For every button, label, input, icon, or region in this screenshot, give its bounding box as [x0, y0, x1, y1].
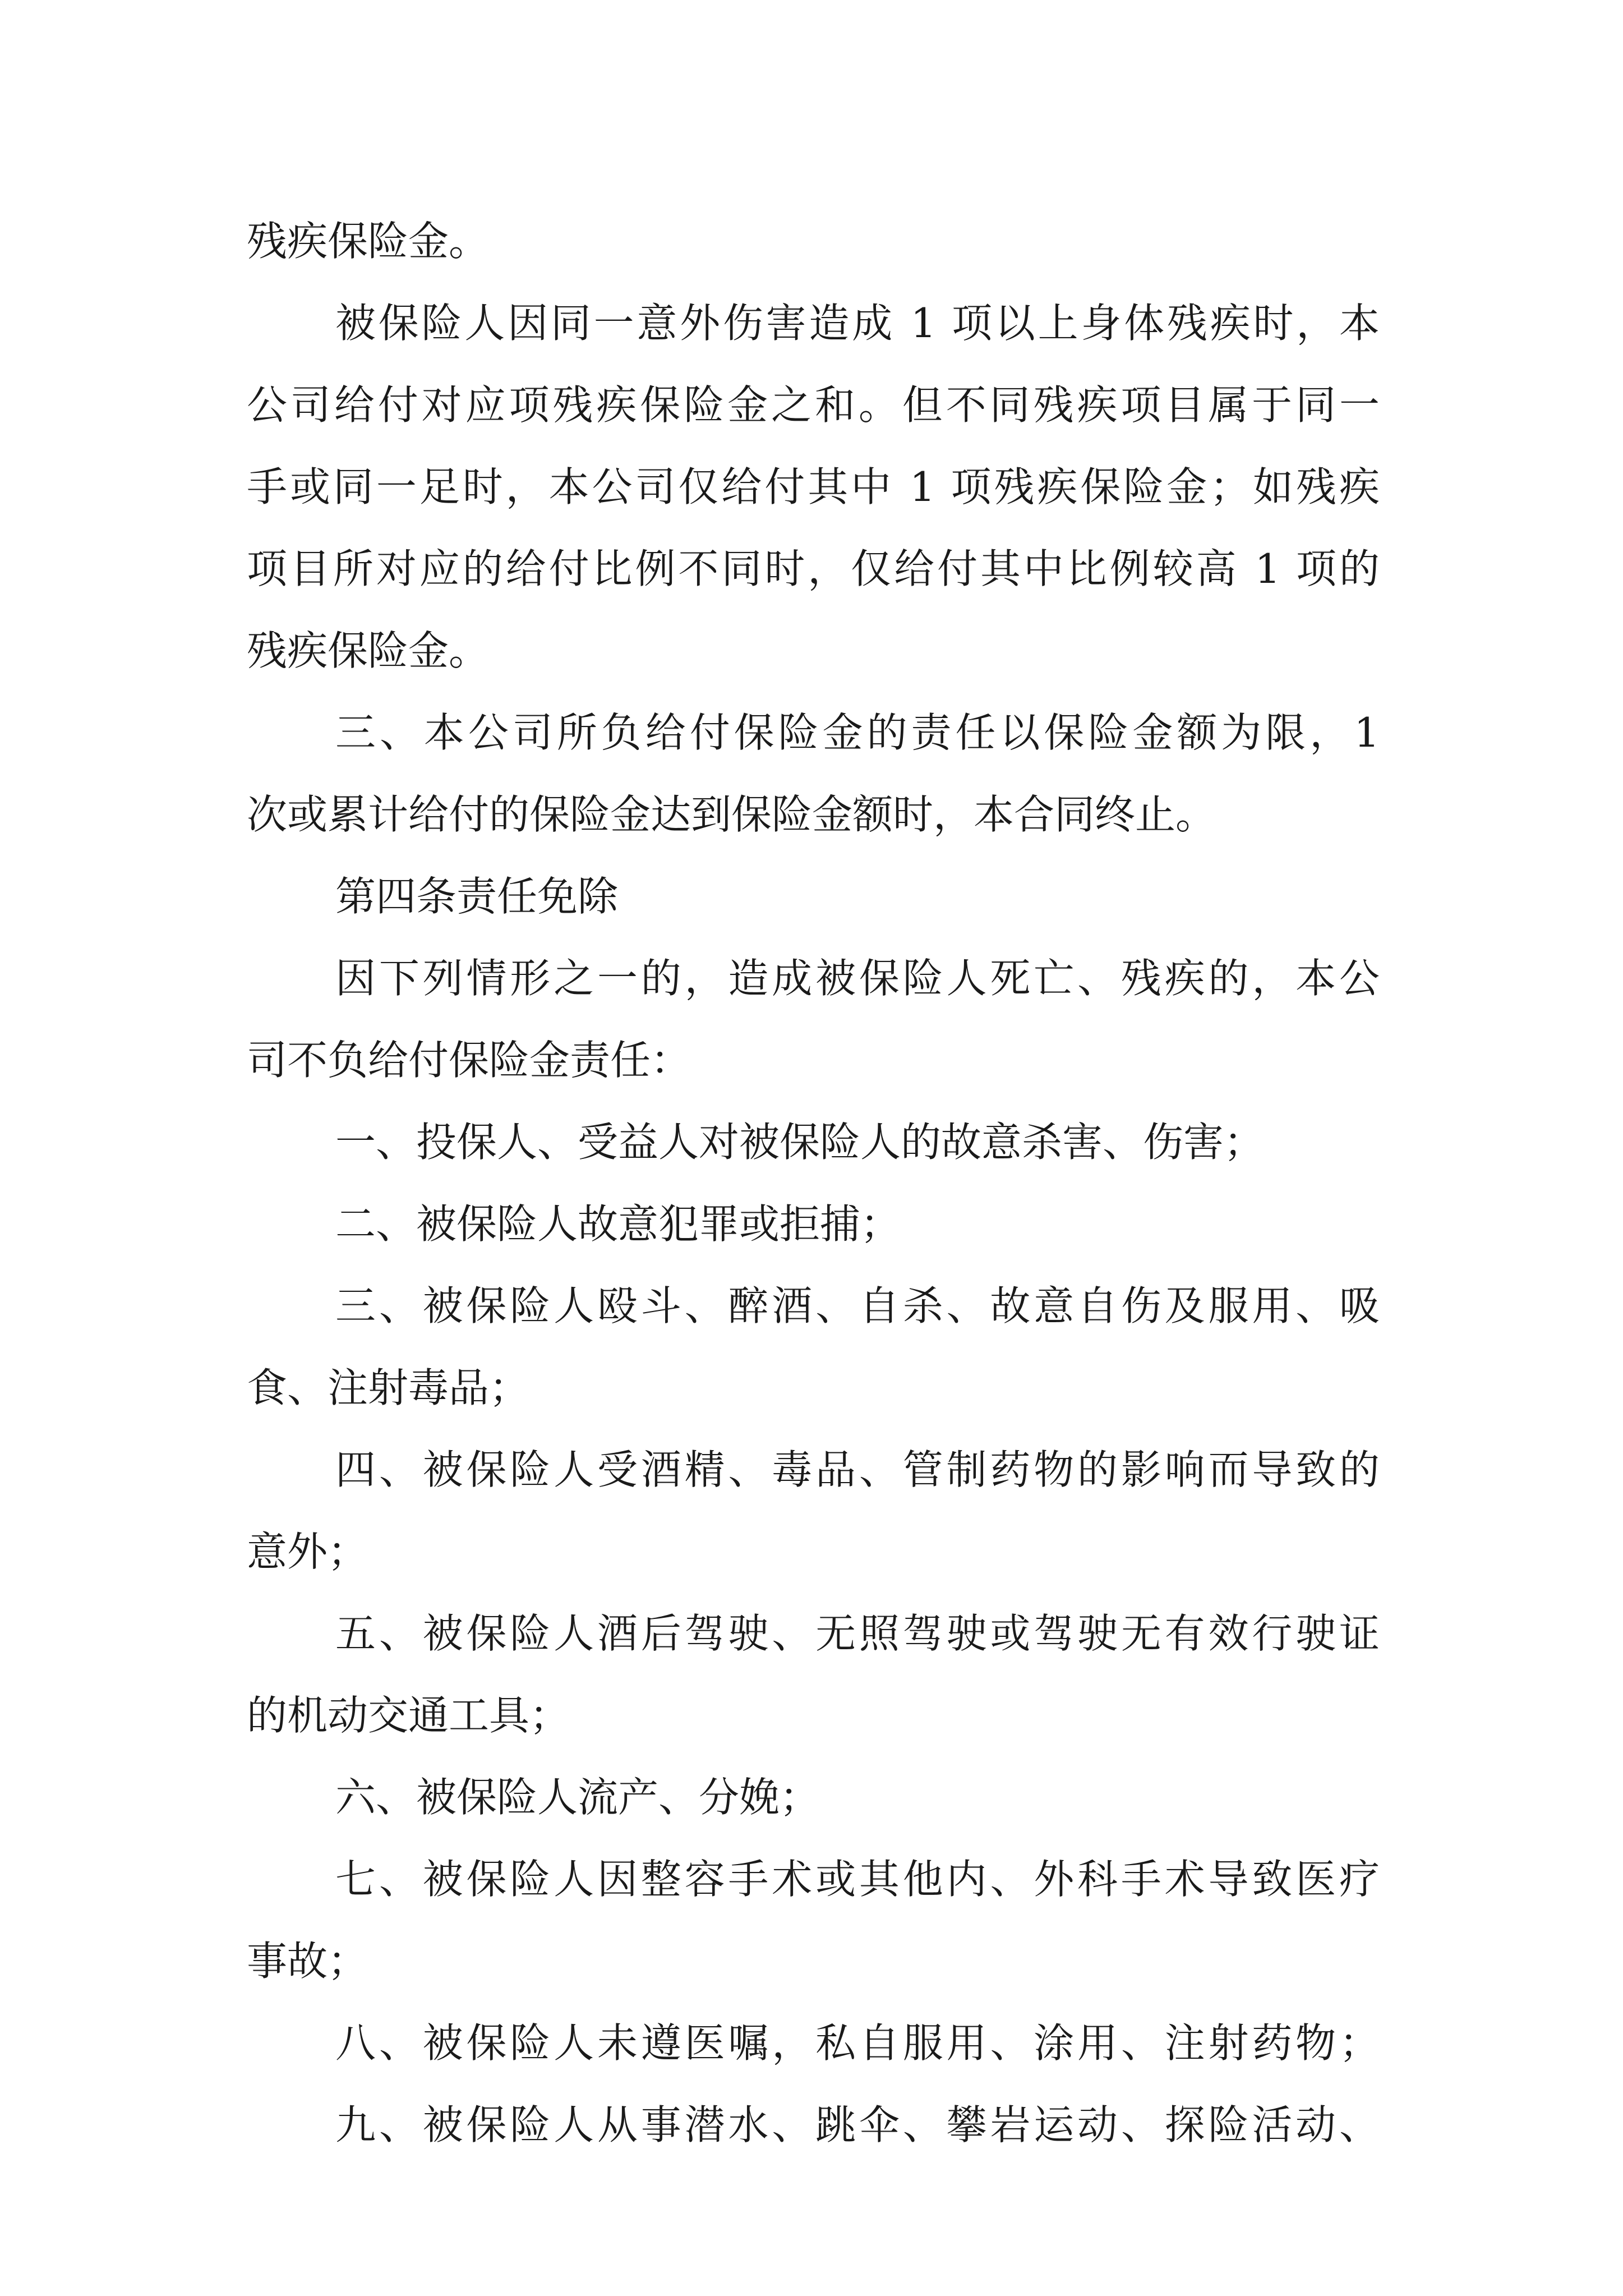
text-line: 三、本公司所负给付保险金的责任以保险金额为限，1	[335, 709, 1380, 756]
text-line: 六、被保险人流产、分娩；	[335, 1774, 820, 1821]
text-line: 五、被保险人酒后驾驶、无照驾驶或驾驶无有效行驶证	[335, 1610, 1380, 1657]
text-line: 三、被保险人殴斗、醉酒、自杀、故意自伤及服用、吸	[335, 1282, 1380, 1329]
text-line: 项目所对应的给付比例不同时，仅给付其中比例较高 1 项的	[247, 545, 1380, 592]
text-line: 食、注射毒品；	[247, 1364, 530, 1411]
text-line: 因下列情形之一的，造成被保险人死亡、残疾的，本公	[335, 955, 1380, 1002]
text-line: 司不负给付保险金责任：	[247, 1037, 691, 1084]
text-line: 八、被保险人未遵医嘱，私自服用、涂用、注射药物；	[335, 2019, 1380, 2067]
text-line: 九、被保险人从事潜水、跳伞、攀岩运动、探险活动、	[335, 2101, 1380, 2148]
text-line: 事故；	[247, 1938, 368, 1985]
text-line: 的机动交通工具；	[247, 1692, 570, 1739]
text-line: 残疾保险金。	[247, 627, 490, 674]
text-line: 四、被保险人受酒精、毒品、管制药物的影响而导致的	[335, 1446, 1380, 1493]
text-line: 一、投保人、受益人对被保险人的故意杀害、伤害；	[335, 1119, 1265, 1166]
section-heading: 第四条责任免除	[335, 873, 619, 920]
text-line: 七、被保险人因整容手术或其他内、外科手术导致医疗	[335, 1856, 1380, 1903]
text-line: 被保险人因同一意外伤害造成 1 项以上身体残疾时，本	[335, 300, 1380, 347]
text-line: 次或累计给付的保险金达到保险金额时，本合同终止。	[247, 791, 1216, 838]
text-line: 手或同一足时，本公司仅给付其中 1 项残疾保险金；如残疾	[247, 463, 1380, 510]
text-line: 二、被保险人故意犯罪或拒捕；	[335, 1200, 901, 1248]
text-line: 残疾保险金。	[247, 218, 490, 265]
text-line: 意外；	[247, 1528, 368, 1575]
text-line: 公司给付对应项残疾保险金之和。但不同残疾项目属于同一	[247, 381, 1380, 429]
